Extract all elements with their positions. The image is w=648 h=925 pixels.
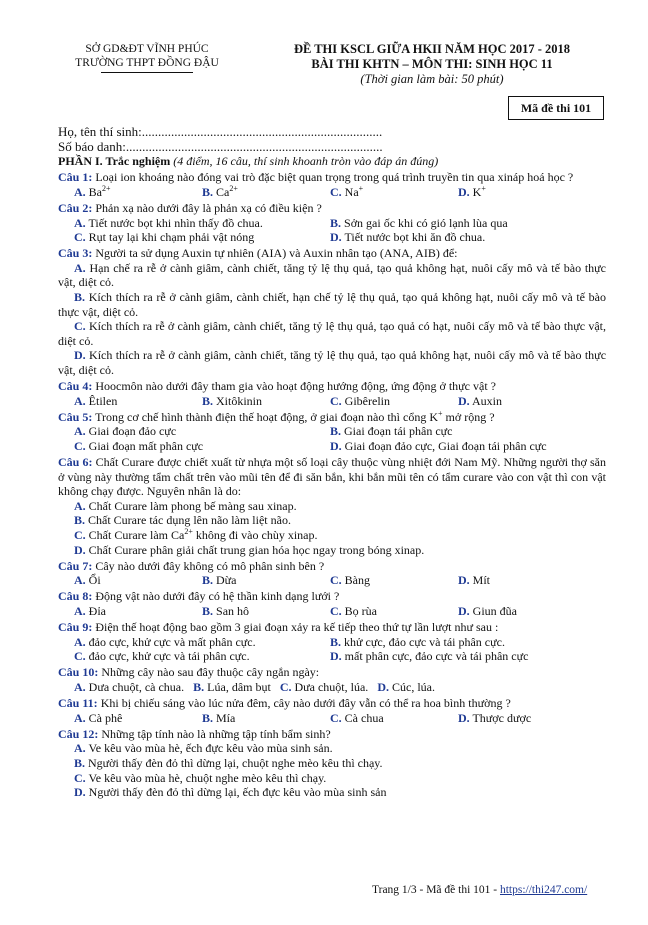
options-row xyxy=(58,635,606,650)
options-row xyxy=(58,185,606,200)
exam-title: ĐỀ THI KSCL GIỮA HKII NĂM HỌC 2017 - 2018 xyxy=(293,42,571,56)
option-c: C. Rụt tay lại khi chạm phải vật nóng xyxy=(74,230,255,245)
footer-text: Trang 1/3 - Mã đề thi 101 - xyxy=(372,884,500,896)
options-row xyxy=(58,573,606,588)
question-6: Câu 6: Chất Curare được chiết xuất từ nhựa một số loại cây thuộc vùng nhiệt đới Nam Mỹ. Những người thợ săn ở vùng này thường tẩm chất trên vào mũi tên để đi săn bắn, khi bắn mũi tên có tẩm curare vào con vật thì con vật không chạy được. Nguyên nhân là do: xyxy=(58,455,607,499)
option-d: D. Người thấy đèn đỏ thì dừng lại, ếch đực kêu vào mùa sinh sản xyxy=(74,785,387,800)
question-text: Hoocmôn nào dưới đây tham gia vào hoạt động hướng động, ứng động ở thực vật ? xyxy=(95,379,496,394)
department-name: SỞ GD&ĐT VĨNH PHÚC xyxy=(85,43,209,55)
exam-duration: (Thời gian làm bài: 50 phút) xyxy=(360,72,504,86)
options-row xyxy=(58,216,606,231)
question-5: Câu 5: Trong cơ chế hình thành điện thế hoạt động, ở giai đoạn nào thì cổng K+ mở rộng ? xyxy=(58,408,495,424)
option-d: D. K+ xyxy=(458,183,486,199)
question-4: Câu 4: Hoocmôn nào dưới đây tham gia vào hoạt động hướng động, ứng động ở thực vật ? xyxy=(58,379,496,394)
option-c: C. Dưa chuột, lúa. xyxy=(279,679,369,694)
option-c: C. Chất Curare làm $Ca^{2+}$ không đi vào chùy xinap. xyxy=(74,527,318,543)
option-d: D. Giai đoạn đảo cực, Giai đoạn tái phân cực xyxy=(330,438,547,453)
option-a: A. Giai đoạn đảo cực xyxy=(74,424,177,439)
options-row xyxy=(58,230,606,245)
option-a: A. Dưa chuột, cà chua. xyxy=(74,679,185,694)
school-name: TRƯỜNG THPT ĐỒNG ĐẬU xyxy=(75,57,219,69)
option-d: D. Kích thích ra rễ ở cành giâm, cành chiết, tăng tỷ lệ thụ quả, tạo quả không hạt, nuôi cấy mô và tế bào thực vật, diệt cỏ. xyxy=(58,348,607,377)
question-text: Chất Curare được chiết xuất từ nhựa một số loại cây thuộc vùng nhiệt đới Nam Mỹ. Những người thợ săn ở vùng này thường tẩm chất trên vào mũi tên để đi săn bắn, khi bắn mũi tên có tẩm curare vào con vật thì con vật không chạy được. Nguyên nhân là do: xyxy=(58,455,607,499)
option-c: C. Ve kêu vào mùa hè, chuột nghe mèo kêu thì chạy. xyxy=(74,770,327,785)
question-text: Trong cơ chế hình thành điện thế hoạt động, ở giai đoạn nào thì cổng K xyxy=(95,409,438,424)
option-d: D. mất phân cực, đảo cực và tái phân cực xyxy=(330,649,529,664)
question-9: Câu 9: Điện thế hoạt động bao gồm 3 giai đoạn xảy ra kế tiếp theo thứ tự lần lượt như sau : xyxy=(58,620,499,635)
question-2: Câu 2: Phản xạ nào dưới đây là phản xạ có điều kiện ? xyxy=(58,200,322,215)
exam-subject: BÀI THI KHTN – MÔN THI: SINH HỌC 11 xyxy=(311,57,553,71)
option-c: C. Na+ xyxy=(330,183,364,199)
student-name-line: Họ, tên thí sinh:.......................................................................... xyxy=(58,124,383,139)
option-b: B. Xitôkinin xyxy=(202,393,263,408)
option-c: C. Giai đoạn mất phân cực xyxy=(74,438,204,453)
student-id-line: Số báo danh:............................................................................... xyxy=(58,138,383,154)
question-text: Cây nào dưới đây không có mô phân sinh bên ? xyxy=(95,558,325,573)
question-1 xyxy=(58,170,606,185)
option-d: D. Mít xyxy=(458,573,491,588)
option-a: A. Đỉa xyxy=(74,604,106,618)
question-3: Câu 3: Người ta sử dụng Auxin tự nhiên (AIA) và Auxin nhân tạo (ANA, AIB) để: xyxy=(58,246,458,261)
options-row xyxy=(58,424,606,439)
question-text: Phản xạ nào dưới đây là phản xạ có điều kiện ? xyxy=(95,200,322,215)
footer-link[interactable]: https://thi247.com/ xyxy=(499,884,588,896)
question-text: Người ta sử dụng Auxin tự nhiên (AIA) và Auxin nhân tạo (ANA, AIB) để: xyxy=(95,246,458,261)
options-row xyxy=(58,394,606,409)
question-text: Những tập tính nào là những tập tính bẩm sinh? xyxy=(101,726,331,741)
option-a: A. Tiết nước bọt khi nhìn thấy đồ chua. xyxy=(74,215,263,230)
option-a: A. Ổi xyxy=(74,573,101,588)
exam-code-box: Mã đề thi 101 xyxy=(508,96,604,120)
options-row xyxy=(58,680,606,695)
question-text: Khi bị chiếu sáng vào lúc nửa đêm, cây nào dưới đây vẫn có thể ra hoa bình thường ? xyxy=(100,696,511,711)
option-b: B. Chất Curare tác dụng lên não làm liệt não. xyxy=(74,513,291,528)
option-a: A. Êtilen xyxy=(74,393,118,408)
option-c: C. Bọ rùa xyxy=(330,604,377,618)
question-10: Câu 10: Những cây nào sau đây thuộc cây ngắn ngày: xyxy=(58,665,320,680)
options-row xyxy=(58,711,606,726)
option-a: A. Hạn chế ra rễ ở cành giâm, cành chiết, tăng tỷ lệ thụ quả, tạo quả không hạt, nuôi cấy mô và tế bào thực vật, diệt cỏ. xyxy=(58,260,607,290)
question-text: Loại ion khoáng nào đóng vai trò đặc biệt quan trọng trong quá trình truyền tin qua xináp hoá học ? xyxy=(95,170,574,185)
option-b: B. San hô xyxy=(202,604,250,618)
options-row xyxy=(58,439,606,454)
option-d: D. Chất Curare phân giải chất trung gian hóa học ngay trong bóng xinap. xyxy=(74,542,425,557)
option-b: B. Sởn gai ốc khi có gió lạnh lùa qua xyxy=(330,215,508,230)
page-footer xyxy=(372,884,587,896)
option-a: A. đảo cực, khử cực và mất phân cực. xyxy=(74,634,256,649)
option-a: A. $Ba^{2+}$ xyxy=(74,183,111,199)
header-divider xyxy=(101,72,193,73)
option-b: B. Người thấy đèn đỏ thì dừng lại, chuột nghe mèo kêu thì chạy. xyxy=(74,755,383,770)
option-b: B. $Ca^{2+}$ xyxy=(202,183,238,199)
question-text: Những cây nào sau đây thuộc cây ngắn ngày: xyxy=(101,665,320,680)
exam-body xyxy=(58,125,606,800)
school-header xyxy=(52,42,242,73)
option-d: D. Thược dược xyxy=(458,710,532,725)
exam-header xyxy=(262,42,602,87)
option-d: D. Tiết nước bọt khi ăn đồ chua. xyxy=(330,230,486,245)
option-b: B. Lúa, dâm bụt xyxy=(193,679,271,694)
option-d: D. Giun đũa xyxy=(458,604,517,618)
option-b: B. Dừa xyxy=(202,573,237,588)
option-d: D. Cúc, lúa. xyxy=(377,679,435,694)
part-note: (4 điểm, 16 câu, thí sinh khoanh tròn vào đáp án đúng) xyxy=(173,154,439,169)
option-c: C. Kích thích ra rễ ở cành giâm, cành chiết, tăng tỷ lệ thụ quả, tạo quả có hạt, nuôi cấy mô và tế bào thực vật, diệt cỏ. xyxy=(58,319,606,348)
question-12: Câu 12: Những tập tính nào là những tập tính bẩm sinh? xyxy=(58,726,331,741)
part-title: PHẦN I. Trắc nghiệm xyxy=(58,154,171,169)
question-8: Câu 8: Động vật nào dưới đây có hệ thần kinh dạng lưới ? xyxy=(58,589,340,604)
option-c: C. Cà chua xyxy=(330,710,384,725)
option-a: A. Chất Curare làm phong bế màng sau xinap. xyxy=(74,498,297,513)
question-text: Điện thế hoạt động bao gồm 3 giai đoạn xảy ra kế tiếp theo thứ tự lần lượt như sau : xyxy=(95,620,499,635)
question-text: Động vật nào dưới đây có hệ thần kinh dạng lưới ? xyxy=(95,589,340,604)
question-label: Câu 1: xyxy=(58,170,93,185)
option-c: C. đảo cực, khử cực và tái phân cực. xyxy=(74,649,250,664)
option-b: B. khử cực, đảo cực và tái phân cực. xyxy=(330,634,505,649)
option-a: A. Cà phê xyxy=(74,710,123,725)
options-row xyxy=(58,649,606,664)
options-row xyxy=(58,604,606,619)
question-7: Câu 7: Cây nào dưới đây không có mô phân sinh bên ? xyxy=(58,558,325,573)
option-b: B. Kích thích ra rễ ở cành giâm, cành chiết, hạn chế tỷ lệ thụ quả, tạo quả không hạt, nuôi cấy mô và tế bào thực vật, diệt cỏ. xyxy=(58,290,606,319)
part-heading xyxy=(58,154,606,169)
option-b: B. Mía xyxy=(202,710,236,725)
option-c: C. Bàng xyxy=(330,573,371,588)
option-c: C. Gibêrelin xyxy=(330,393,390,408)
question-11: Câu 11: Khi bị chiếu sáng vào lúc nửa đêm, cây nào dưới đây vẫn có thể ra hoa bình thường ? xyxy=(58,696,511,711)
option-d: D. Auxin xyxy=(458,393,503,408)
option-b: B. Giai đoạn tái phân cực xyxy=(330,424,453,439)
option-a: A. Ve kêu vào mùa hè, ếch đực kêu vào mùa sinh sản. xyxy=(74,741,333,756)
